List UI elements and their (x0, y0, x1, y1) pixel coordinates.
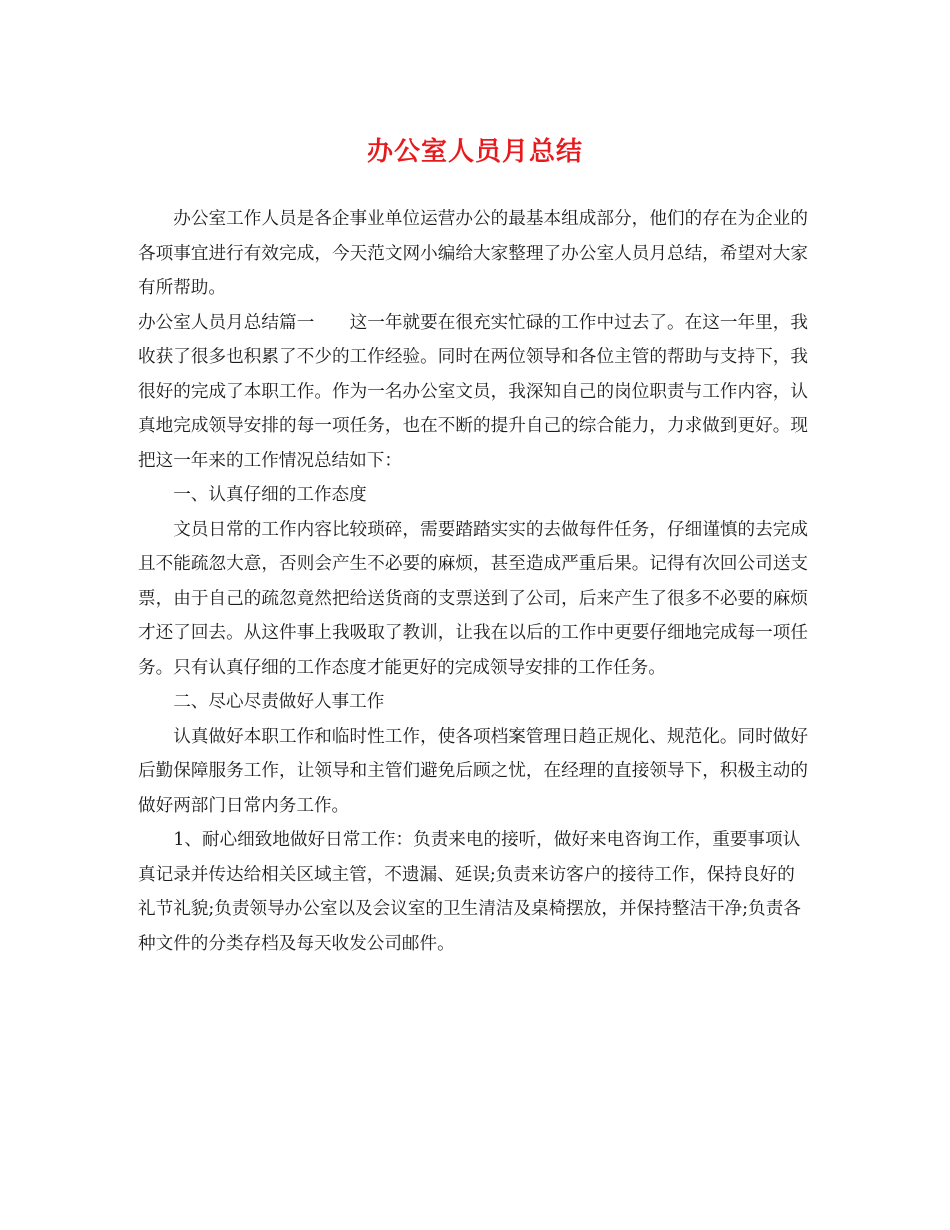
personnel-work-paragraph: 认真做好本职工作和临时性工作，使各项档案管理日趋正规化、规范化。同时做好后勤保障服务工作，让领导和主管们避免后顾之忧，在经理的直接领导下，积极主动的做好两部门日常内务工作。 (138, 726, 808, 816)
intro-paragraph: 办公室工作人员是各企事业单位运营办公的最基本组成部分，他们的存在为企业的各项事宜进行有效完成，今天范文网小编给大家整理了办公室人员月总结，希望对大家有所帮助。 (138, 209, 808, 298)
document-title: 办公室人员月总结 (366, 137, 583, 167)
section-one-intro-paragraph: 办公室人员月总结篇一 这一年就要在很充实忙碌的工作中过去了。在这一年里，我收获了很多也积累了不少的工作经验。同时在两位领导和各位主管的帮助与支持下，我很好的完成了本职工作。作为一名办公室文员，我深知自己的岗位职责与工作内容，认真地完成领导安排的每一项任务，也在不断的提升自己的综合能力，力求做到更好。现把这一年来的工作情况总结如下： (138, 312, 808, 471)
document-body (138, 202, 808, 961)
attitude-paragraph: 文员日常的工作内容比较琐碎，需要踏踏实实的去做每件任务，仔细谨慎的去完成且不能疏忽大意，否则会产生不必要的麻烦，甚至造成严重后果。记得有次回公司送支票，由于自己的疏忽竟然把给送货商的支票送到了公司，后来产生了很多不必要的麻烦才还了回去。从这件事上我吸取了教训，让我在以后的工作中更要仔细地完成每一项任务。只有认真仔细的工作态度才能更好的完成领导安排的工作任务。 (138, 519, 808, 678)
daily-work-paragraph: 1、耐心细致地做好日常工作：负责来电的接听，做好来电咨询工作，重要事项认真记录并传达给相关区域主管，不遗漏、延误;负责来访客户的接待工作，保持良好的礼节礼貌;负责领导办公室以及会议室的卫生清洁及桌椅摆放，并保持整洁干净;负责各种文件的分类存档及每天收发公司邮件。 (138, 830, 801, 954)
heading-personnel-work: 二、尽心尽责做好人事工作 (173, 692, 385, 712)
heading-attitude: 一、认真仔细的工作态度 (173, 485, 367, 505)
